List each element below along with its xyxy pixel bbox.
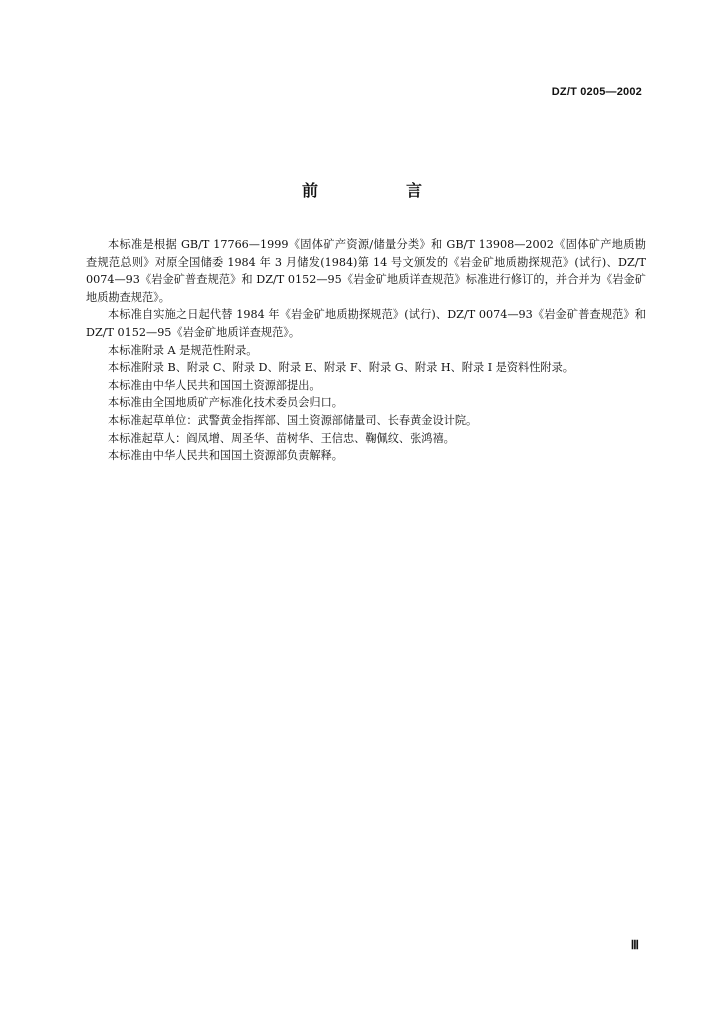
paragraph: 本标准附录 A 是规范性附录。 — [108, 343, 258, 357]
paragraph: 本标准由中华人民共和国国土资源部提出。 — [108, 378, 321, 392]
paragraph: 本标准由中华人民共和国国土资源部负责解释。 — [108, 449, 343, 463]
page-number: Ⅲ — [630, 938, 639, 952]
paragraph: 本标准起草单位：武警黄金指挥部、国土资源部储量司、长春黄金设计院。 — [108, 413, 478, 427]
paragraph: 本标准附录 B、附录 C、附录 D、附录 E、附录 F、附录 G、附录 H、附录 I 是资料性附录。 — [108, 361, 574, 375]
paragraph: 本标准起草人：阎凤增、周圣华、苗树华、王信忠、鞠佩纹、张鸿禧。 — [108, 431, 455, 445]
paragraph: 本标准自实施之日起代替 1984 年《岩金矿地质勘探规范》(试行)、DZ/T 0074—93《岩金矿普查规范》和 DZ/T 0152—95《岩金矿地质详查规范》。 — [86, 308, 646, 339]
foreword-body — [86, 236, 646, 465]
standard-code: DZ/T 0205—2002 — [551, 86, 642, 98]
page-title: 前 言 — [301, 181, 458, 200]
paragraph: 本标准由全国地质矿产标准化技术委员会归口。 — [108, 396, 343, 410]
paragraph: 本标准是根据 GB/T 17766—1999《固体矿产资源/储量分类》和 GB/T 13908—2002《固体矿产地质勘查规范总则》对原全国储委 1984 年 3 月储发(1984)第 14 号文颁发的《岩金矿地质勘探规范》(试行)、DZ/T 0074—93《岩金矿普查规范》和 DZ/T 0152—95《岩金矿地质详查规范》标准进行修订的，并合并为《岩金矿地质勘查规范》。 — [86, 238, 646, 304]
